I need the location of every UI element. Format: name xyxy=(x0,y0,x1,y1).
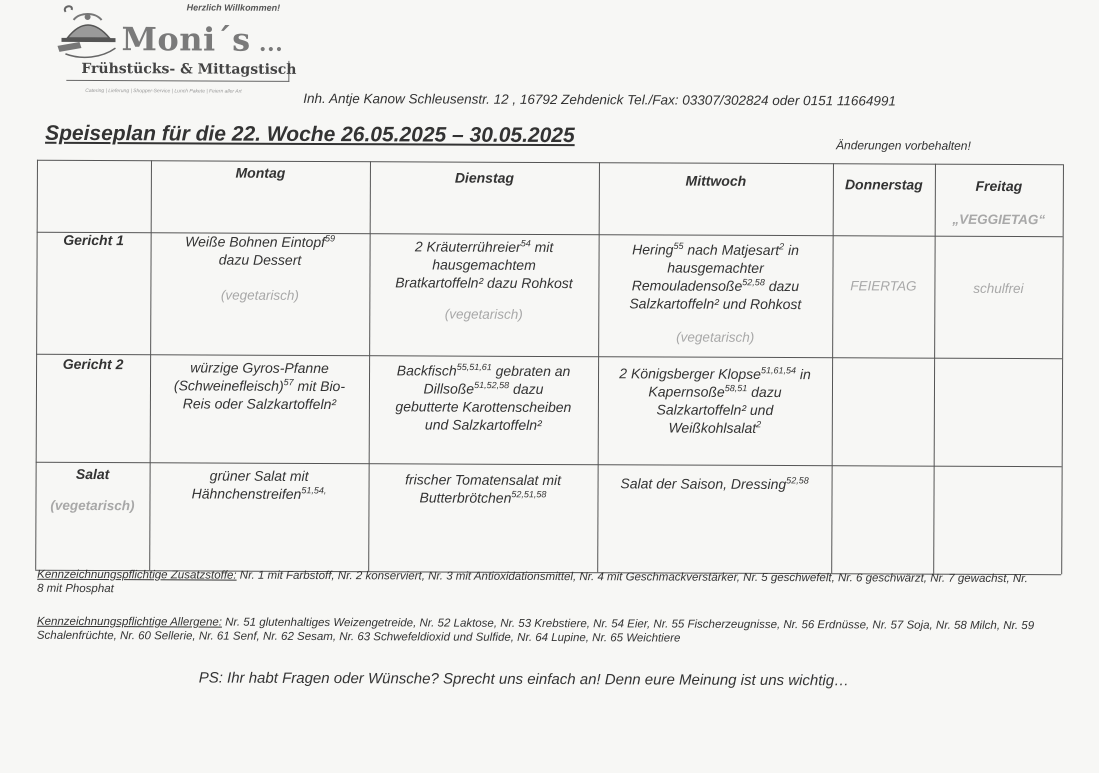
header-dienstag: Dienstag xyxy=(454,169,515,186)
services-line: Catering | Lieferung | Shopper-Service | Lunch Pakete | Feiern aller Art xyxy=(85,87,242,95)
header-mittwoch: Mittwoch xyxy=(685,172,747,189)
veggietag-label: „VEGGIETAG“ xyxy=(952,211,1046,228)
g2-mittwoch: 2 Königsberger Klopse$^{51,61,54}$ in Kapernsoße$^{58,51}$ dazu Salzkartoffeln² und Weißkohlsalat$^2$ xyxy=(619,365,811,436)
row-label-salat: Salat xyxy=(75,465,110,483)
header-montag: Montag xyxy=(235,164,286,181)
menu-table xyxy=(35,160,1063,582)
vegetarian-tag: (vegetarisch) xyxy=(220,287,299,303)
brand-subtitle: Frühstücks- & Mittagstisch xyxy=(81,60,297,78)
g1-montag: Weiße Bohnen Eintopf$^{59}$ dazu Dessert (vegetarisch) xyxy=(150,232,369,305)
brand-name: Moni´s ... xyxy=(121,20,284,59)
cloche-logo-icon xyxy=(51,2,121,64)
salat-montag: grüner Salat mit Hähnchenstreifen$^{51,54,}$ xyxy=(191,467,327,502)
page-title: Speiseplan für die 22. Woche 26.05.2025 – 30.05.2025 xyxy=(45,121,575,148)
owner-address: Inh. Antje Kanow Schleusenstr. 12 , 16792 Zehdenick Tel./Fax: 03307/302824 oder 0151 11664991 xyxy=(303,90,896,109)
g1-freitag: schulfrei xyxy=(973,280,1024,297)
g1-mittwoch: Hering$^{55}$ nach Matjesart$^2$ in hausgemachter Remouladensoße$^{52,58}$ dazu Salzkartoffeln² und Rohkost (vegetarisch) xyxy=(598,240,832,347)
header-freitag: Freitag xyxy=(975,177,1023,195)
g2-montag: würzige Gyros-Pfanne (Schweinefleisch)$^{57}$ mit Bio- Reis oder Salzkartoffeln² xyxy=(173,359,346,413)
header-donnerstag: Donnerstag xyxy=(844,176,923,193)
row-label-gericht-2: Gericht 2 xyxy=(62,355,124,373)
row-label-gericht-1: Gericht 1 xyxy=(63,231,125,249)
additives-legend: Kennzeichnungspflichtige Zusatzstoffe: Nr. 1 mit Farbstoff, Nr. 2 konserviert, Nr. 3 mit Antioxidationsmittel, Nr. 4 mit Geschmackverstärker, Nr. 5 geschwefelt, Nr. 6 geschwärzt, Nr. 7 gewachst, Nr. 8 mit Phosphat xyxy=(37,568,1028,596)
welcome-text: Herzlich Willkommen! xyxy=(186,2,281,13)
row-sublabel-vegetarisch: (vegetarisch) xyxy=(50,497,135,514)
g2-dienstag: Backfisch$^{55,51,61}$ gebraten an Dillsoße$^{51,52,58}$ dazu gebutterte Karottenscheiben und Salzkartoffeln² xyxy=(395,361,572,433)
vegetarian-tag: (vegetarisch) xyxy=(444,306,523,322)
salat-mittwoch: Salat der Saison, Dressing$^{52,58}$ xyxy=(620,475,809,493)
ps-note: PS: Ihr habt Fragen oder Wünsche? Sprecht uns einfach an! Denn eure Meinung ist uns wichtig… xyxy=(198,669,850,690)
g1-donnerstag: FEIERTAG xyxy=(850,278,917,294)
salat-dienstag: frischer Tomatensalat mit Butterbrötchen$^{52,51,58}$ xyxy=(405,471,562,506)
vegetarian-tag: (vegetarisch) xyxy=(676,329,755,345)
g1-dienstag: 2 Kräuterrühreier$^{54}$ mit hausgemachtem Bratkartoffeln² dazu Rohkost (vegetarisch) xyxy=(369,237,598,324)
changes-note: Änderungen vorbehalten! xyxy=(836,138,971,153)
allergens-legend: Kennzeichnungspflichtige Allergene: Nr. 51 glutenhaltiges Weizengetreide, Nr. 52 Laktose, Nr. 53 Krebstiere, Nr. 54 Eier, Nr. 55 Fischerzeugnisse, Nr. 56 Erdnüsse, Nr. 57 Soja, Nr. 58 Milch, Nr. 59 Schalenfrüchte, Nr. 60 Sellerie, Nr. 61 Senf, Nr. 62 Sesam, Nr. 63 Schwefeldioxid und Sulfide, Nr. 64 Lupine, Nr. 65 Weichtiere xyxy=(36,615,1035,645)
